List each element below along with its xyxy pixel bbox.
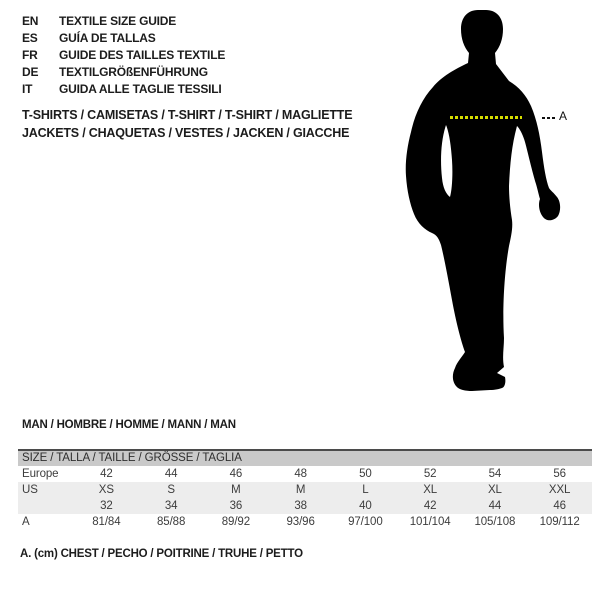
row-label: A [22,516,30,528]
size-cell: L [362,484,369,496]
size-cell: 105/108 [474,516,516,528]
size-cell: 109/112 [539,516,580,528]
language-label: TEXTILGRÖßENFÜHRUNG [59,65,208,79]
size-cell: M [295,484,306,496]
table-row-us [18,482,592,498]
size-cell: 54 [488,468,502,480]
size-cell: 93/96 [286,516,315,528]
size-cell: 85/88 [156,516,186,528]
size-cell: XL [423,484,438,496]
size-cell: 89/92 [221,516,251,528]
language-label: GUÍA DE TALLAS [59,31,156,45]
language-row-fr [22,47,225,64]
size-table [18,449,592,530]
language-code: FR [22,48,38,62]
size-cell: 32 [100,500,113,512]
language-code: IT [22,82,33,96]
size-cell: 46 [553,500,566,512]
size-cell: 36 [229,500,243,512]
language-label: TEXTILE SIZE GUIDE [59,14,177,28]
language-row-it [22,81,225,98]
size-cell: 42 [423,500,437,512]
size-cell: 97/100 [348,516,383,528]
language-code: ES [22,31,38,45]
size-cell: S [167,484,175,496]
man-silhouette-figure [402,8,567,398]
size-cell: 42 [100,468,113,480]
size-cell: XXL [548,484,571,496]
language-label: GUIDE DES TAILLES TEXTILE [59,48,226,62]
language-code: EN [22,14,39,28]
language-code: DE [22,65,39,79]
measure-label-a: A [559,109,568,123]
size-cell: 44 [488,500,502,512]
size-cell: 56 [553,468,566,480]
table-row-europe [18,466,592,482]
size-cell: M [231,484,241,496]
category-line-jackets: JACKETS / CHAQUETAS / VESTES / JACKEN / GIACCHE [22,126,350,140]
row-label [18,498,74,514]
size-cell: XS [98,484,114,496]
size-table-header: SIZE / TALLA / TAILLE / GRÖSSE / TAGLIA [18,449,592,466]
size-cell: 52 [423,468,437,480]
measure-extension-line [542,117,557,119]
footnote-chest: A. (cm) CHEST / PECHO / POITRINE / TRUHE / PETTO [20,548,303,560]
size-cell: 38 [294,500,307,512]
size-cell: 50 [359,468,372,480]
row-label: US [22,484,38,496]
size-cell: 81/84 [92,516,121,528]
language-row-en [22,13,225,30]
size-cell: 48 [294,468,307,480]
language-row-es [22,30,225,47]
category-block [22,106,352,142]
section-title-man: MAN / HOMBRE / HOMME / MANN / MAN [22,419,236,431]
size-cell: 46 [229,468,243,480]
language-label: GUIDA ALLE TAGLIE TESSILI [59,82,222,96]
size-cell: XL [487,484,502,496]
size-cell: 40 [359,500,372,512]
size-cell: 101/104 [409,516,451,528]
size-cell: 34 [164,500,178,512]
category-line-tshirts: T-SHIRTS / CAMISETAS / T-SHIRT / T-SHIRT / MAGLIETTE [22,108,353,122]
chest-measure-line [450,116,522,119]
language-row-de [22,64,225,81]
row-label: Europe [22,468,59,480]
table-row-chest-a [18,514,592,530]
size-cell: 44 [164,468,178,480]
table-row-numeric [18,498,592,514]
language-list [22,13,225,98]
